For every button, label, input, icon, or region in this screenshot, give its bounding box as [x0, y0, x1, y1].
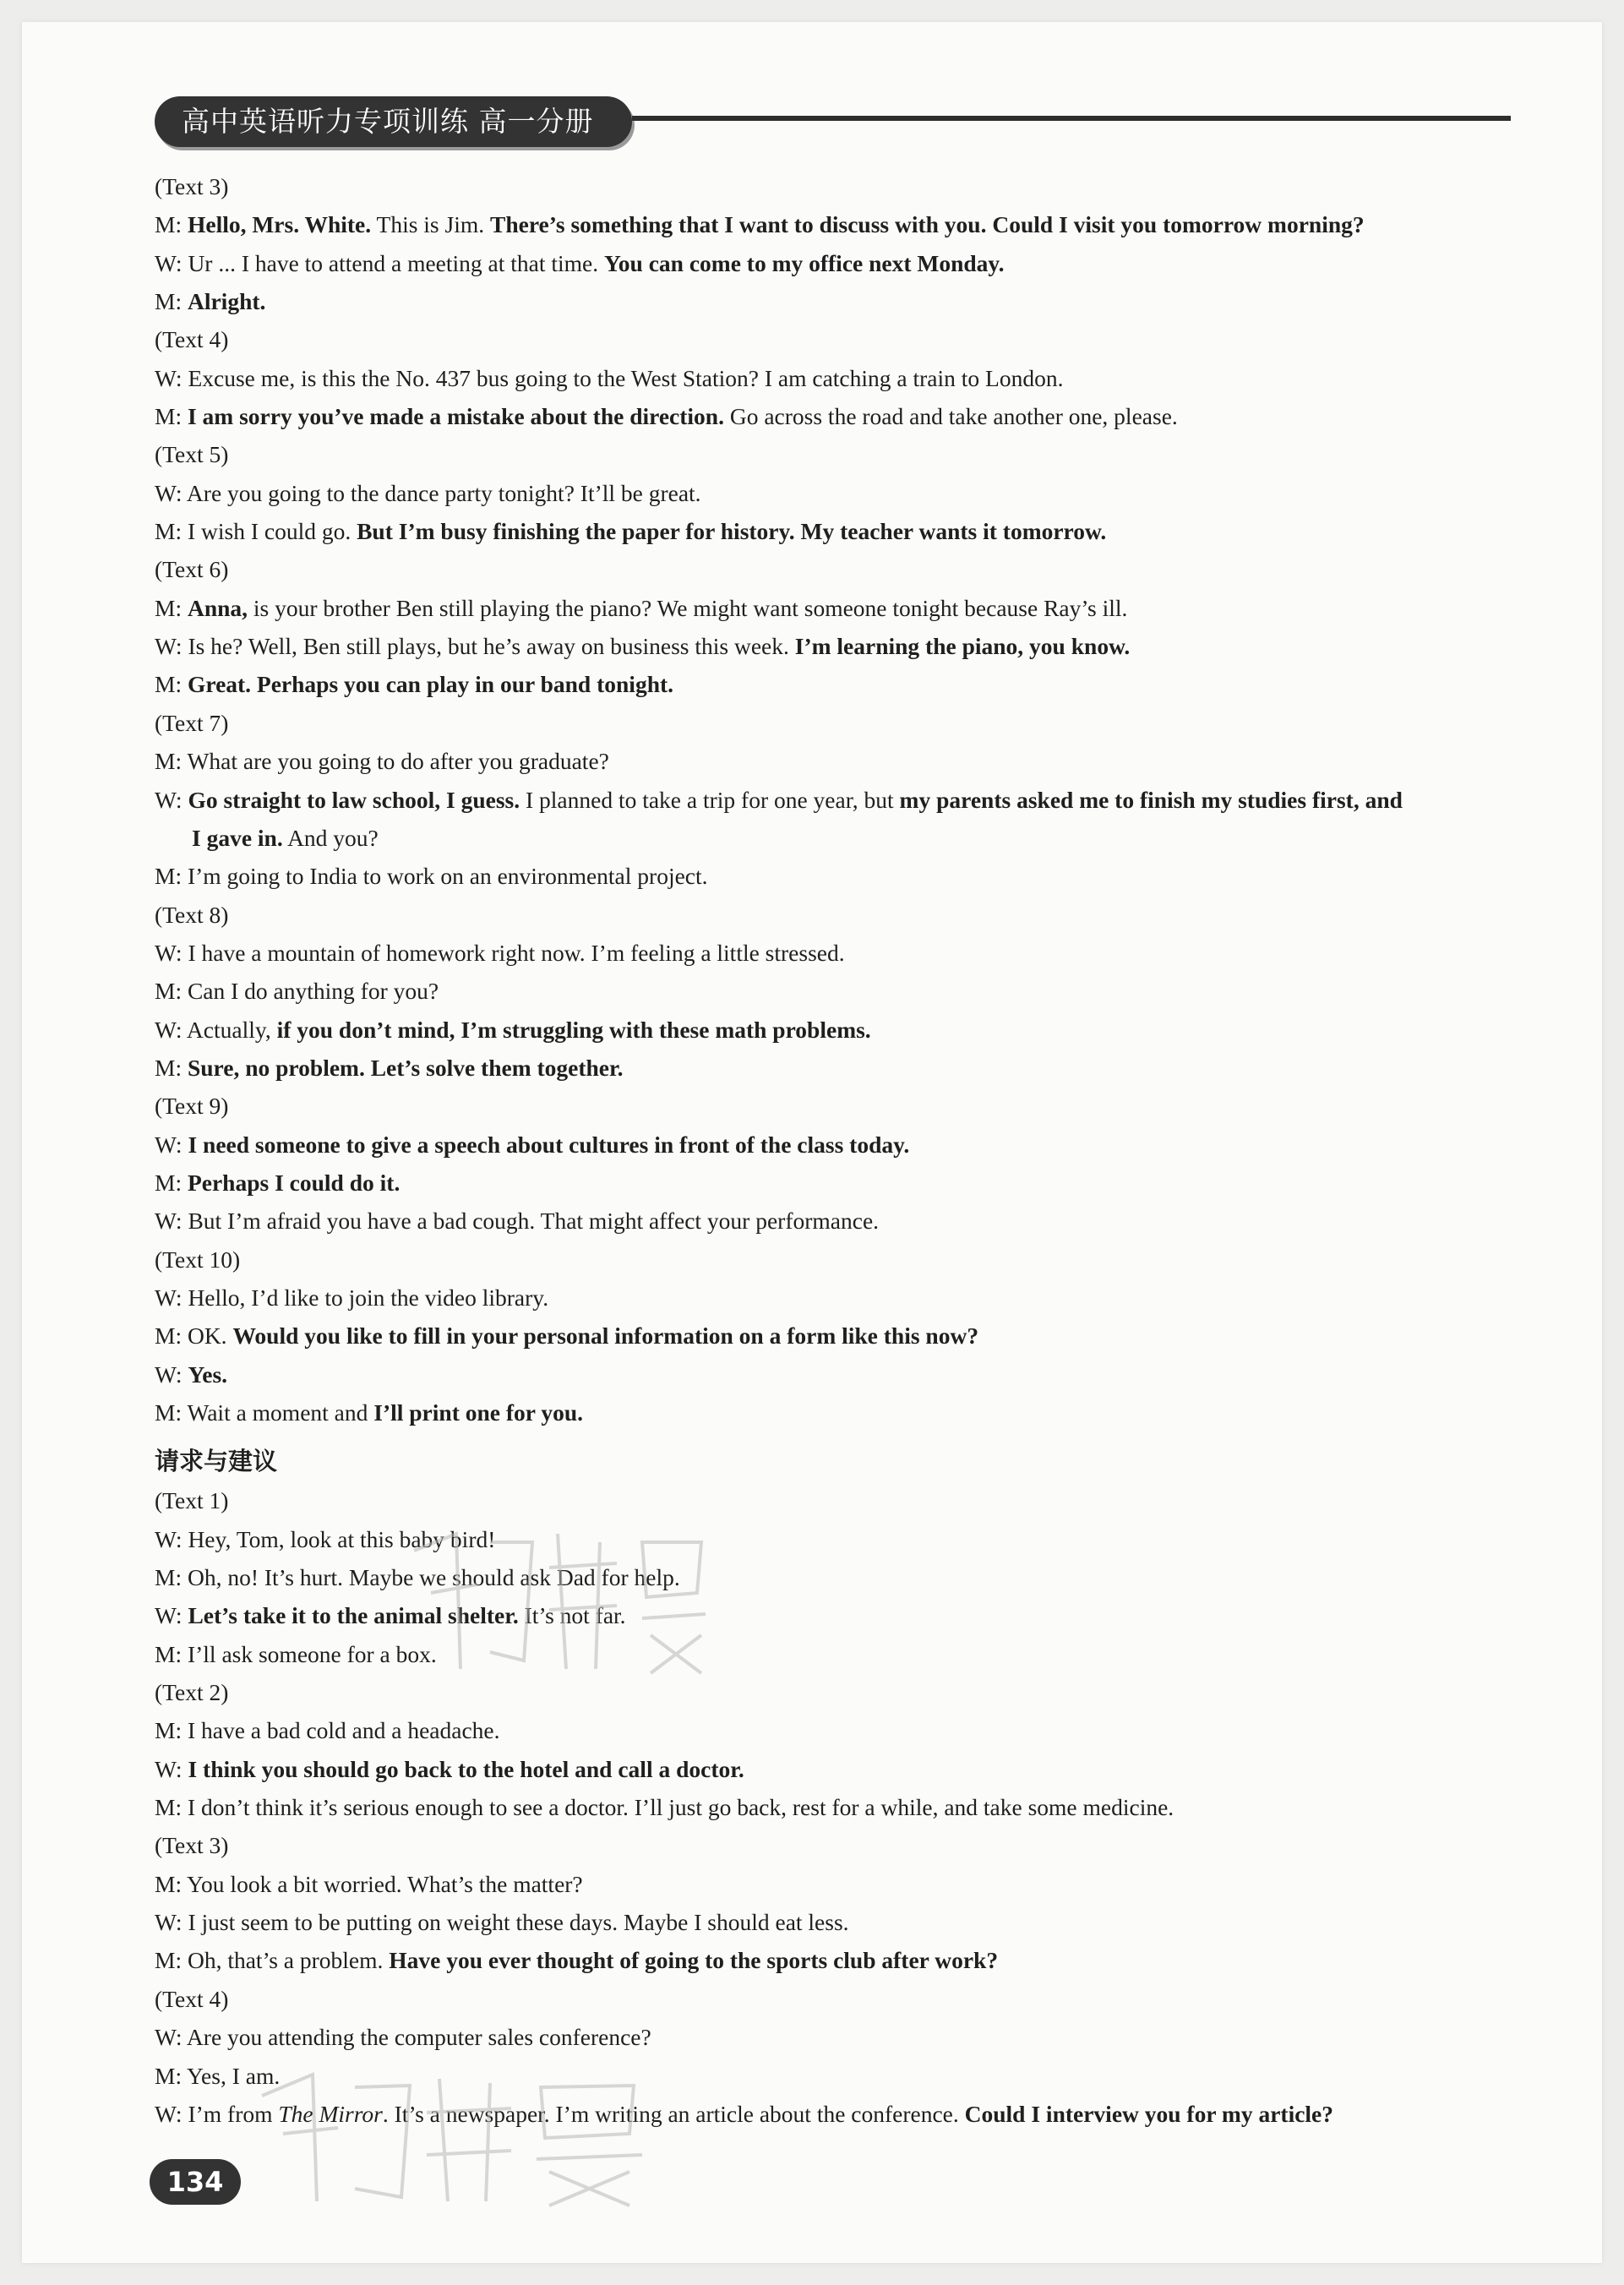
text-run: M: What are you going to do after you graduate? [155, 748, 609, 775]
bold-text: Anna, [187, 594, 248, 621]
bold-text: if you don’t mind, I’m struggling with these math problems. [276, 1016, 871, 1043]
transcript-line [155, 512, 1515, 550]
transcript-line [155, 205, 1515, 243]
text-run: W: Hello, I’d like to join the video library. [155, 1284, 549, 1311]
text-run: M: I don’t think it’s serious enough to see a doctor. I’ll just go back, rest for a while, and take some medicine. [155, 1794, 1174, 1821]
text-run: This is Jim. [371, 211, 490, 238]
transcript-line [155, 1355, 1515, 1393]
transcript-block-2 [155, 1481, 1515, 2133]
bold-text: There’s something that I want to discuss with you. Could I visit you tomorrow morning? [489, 211, 1365, 238]
transcript-line [155, 550, 1515, 588]
text-run: It’s not far. [518, 1602, 626, 1629]
bold-text: I’ll print one for you. [373, 1399, 584, 1426]
text-run: W: I just seem to be putting on weight these days. Maybe I should eat less. [155, 1909, 849, 1936]
text-run: M: OK. [155, 1322, 233, 1350]
transcript-line [155, 934, 1515, 972]
transcript-line [155, 1520, 1515, 1558]
text-run: Go across the road and take another one, please. [723, 403, 1178, 430]
text-run: And you? [282, 824, 379, 851]
text-run: (Text 4) [155, 1985, 229, 2012]
bold-text: Sure, no problem. Let’s solve them together. [187, 1054, 624, 1081]
text-run: is your brother Ben still playing the piano? We might want someone tonight because Ray’s ill. [248, 594, 1128, 621]
text-run: W: Are you attending the computer sales conference? [155, 2024, 651, 2051]
text-run: . It’s a newspaper. I’m writing an article about the conference. [382, 2100, 965, 2127]
section-heading: 请求与建议 [155, 1447, 278, 1476]
transcript-line [155, 1202, 1515, 1240]
text-run: M: Oh, that’s a problem. [155, 1947, 390, 1974]
transcript-line [155, 704, 1515, 742]
text-run: W: Is he? Well, Ben still plays, but he’s away on business this week. [155, 633, 795, 660]
transcript-line [155, 1317, 1515, 1355]
transcript-line [155, 1635, 1515, 1673]
text-run: (Text 4) [155, 326, 229, 353]
text-run: W: Hey, Tom, look at this baby bird! [155, 1525, 496, 1552]
text-run: M: [155, 211, 188, 238]
transcript-line [155, 627, 1515, 665]
transcript-line [155, 1826, 1515, 1864]
page-number: 134 [166, 2166, 224, 2198]
transcript-line [155, 1279, 1515, 1317]
transcript-line [155, 397, 1515, 435]
transcript-line [155, 1788, 1515, 1826]
bold-text: You can come to my office next Monday. [604, 249, 1005, 276]
text-run: (Text 3) [155, 1832, 229, 1859]
text-run: (Text 5) [155, 441, 229, 468]
text-run: (Text 2) [155, 1679, 229, 1706]
transcript-line [155, 1711, 1515, 1749]
text-run: (Text 10) [155, 1246, 241, 1273]
transcript-line [155, 282, 1515, 320]
transcript-line [155, 857, 1515, 895]
bold-text: I need someone to give a speech about cultures in front of the class today. [188, 1131, 910, 1158]
text-run: W: I’m from [155, 2100, 279, 2127]
bold-text: Alright. [187, 288, 266, 315]
text-run: W: Excuse me, is this the No. 437 bus going to the West Station? I am catching a train to London. [155, 364, 1064, 391]
transcript-line [155, 1011, 1515, 1049]
text-run: M: Wait a moment and [155, 1399, 374, 1426]
text-run: W: [155, 1131, 188, 1158]
transcript-block-1 [155, 167, 1515, 1432]
transcript-line [155, 781, 1515, 819]
text-run: M: [155, 1169, 188, 1196]
bold-text: my parents asked me to finish my studies first, and [899, 786, 1403, 813]
transcript-line [155, 2018, 1515, 2056]
text-run: M: [155, 403, 188, 430]
watermark-mark [397, 1517, 718, 1686]
text-run: M: Yes, I am. [155, 2062, 281, 2089]
text-run: (Text 6) [155, 556, 229, 583]
text-run: M: I’m going to India to work on an environmental project. [155, 863, 708, 890]
text-run: I planned to take a trip for one year, but [520, 786, 900, 813]
text-run: W: [155, 786, 188, 813]
text-run: (Text 3) [155, 173, 229, 199]
transcript-line [155, 320, 1515, 358]
transcript-line [155, 1241, 1515, 1279]
transcript-line [155, 1558, 1515, 1596]
text-run: M: You look a bit worried. What’s the matter? [155, 1870, 583, 1897]
text-run: M: I have a bad cold and a headache. [155, 1717, 500, 1744]
transcript-line [155, 589, 1515, 627]
transcript-line [155, 435, 1515, 473]
transcript-line [155, 742, 1515, 780]
transcript-line [155, 1087, 1515, 1125]
bold-text: I gave in. [192, 824, 283, 851]
transcript-line [155, 1980, 1515, 2018]
transcript-line [155, 1750, 1515, 1788]
transcript-line [155, 244, 1515, 282]
transcript-line [155, 1126, 1515, 1164]
transcript-line [155, 819, 1515, 857]
text-run: W: [155, 1361, 188, 1388]
transcript-line [155, 167, 1515, 205]
transcript-line [155, 359, 1515, 397]
text-run: W: Are you going to the dance party tonight? It’ll be great. [155, 479, 701, 506]
transcript-line [155, 1673, 1515, 1711]
text-run: W: [155, 1602, 188, 1629]
bold-text: I think you should go back to the hotel and call a doctor. [188, 1755, 744, 1782]
text-run: W: Ur ... I have to attend a meeting at that time. [155, 249, 604, 276]
bold-text: I am sorry you’ve made a mistake about the direction. [187, 403, 724, 430]
bold-text: Perhaps I could do it. [187, 1169, 401, 1196]
italic-text: The Mirror [278, 2100, 383, 2127]
transcript-line [155, 474, 1515, 512]
bold-text: Have you ever thought of going to the sports club after work? [389, 1947, 999, 1974]
text-run: (Text 8) [155, 901, 229, 928]
transcript-line [155, 1596, 1515, 1634]
transcript-line [155, 1865, 1515, 1903]
bold-text: Could I interview you for my article? [964, 2100, 1334, 2127]
bold-text: Great. Perhaps you can play in our band tonight. [187, 671, 674, 698]
bold-text: I’m learning the piano, you know. [794, 633, 1131, 660]
text-run: M: [155, 594, 188, 621]
transcript-line [155, 1903, 1515, 1941]
header-rule [632, 116, 1511, 121]
text-run: (Text 1) [155, 1487, 229, 1514]
bold-text: Would you like to fill in your personal information on a form like this now? [232, 1322, 979, 1350]
text-run: M: [155, 671, 188, 698]
transcript-line [155, 1941, 1515, 1979]
transcript-line [155, 972, 1515, 1010]
transcript-line [155, 1164, 1515, 1202]
text-run: W: But I’m afraid you have a bad cough. That might affect your performance. [155, 1208, 880, 1235]
bold-text: Hello, Mrs. White. [187, 211, 372, 238]
transcript-line [155, 665, 1515, 703]
transcript-content [155, 167, 1515, 2133]
text-run: M: I wish I could go. [155, 518, 357, 545]
text-run: W: I have a mountain of homework right now. I’m feeling a little stressed. [155, 939, 845, 966]
transcript-line [155, 1393, 1515, 1432]
text-run: (Text 9) [155, 1093, 229, 1120]
transcript-line [155, 896, 1515, 934]
transcript-line [155, 1481, 1515, 1519]
bold-text: Let’s take it to the animal shelter. [188, 1602, 519, 1629]
text-run: M: I’ll ask someone for a box. [155, 1640, 437, 1667]
bold-text: But I’m busy finishing the paper for history. My teacher wants it tomorrow. [357, 518, 1107, 545]
bold-text: Go straight to law school, I guess. [188, 786, 520, 813]
text-run: M: [155, 288, 188, 315]
text-run: M: Oh, no! It’s hurt. Maybe we should ask Dad for help. [155, 1564, 680, 1591]
bold-text: Yes. [188, 1361, 228, 1388]
text-run: W: [155, 1755, 188, 1782]
watermark-mark [245, 2062, 668, 2214]
text-run: W: Actually, [155, 1016, 277, 1043]
text-run: (Text 7) [155, 709, 229, 736]
text-run: M: Can I do anything for you? [155, 978, 439, 1005]
text-run: M: [155, 1054, 188, 1081]
header-title: 高中英语听力专项训练 高一分册 [182, 105, 594, 138]
transcript-line [155, 1049, 1515, 1087]
